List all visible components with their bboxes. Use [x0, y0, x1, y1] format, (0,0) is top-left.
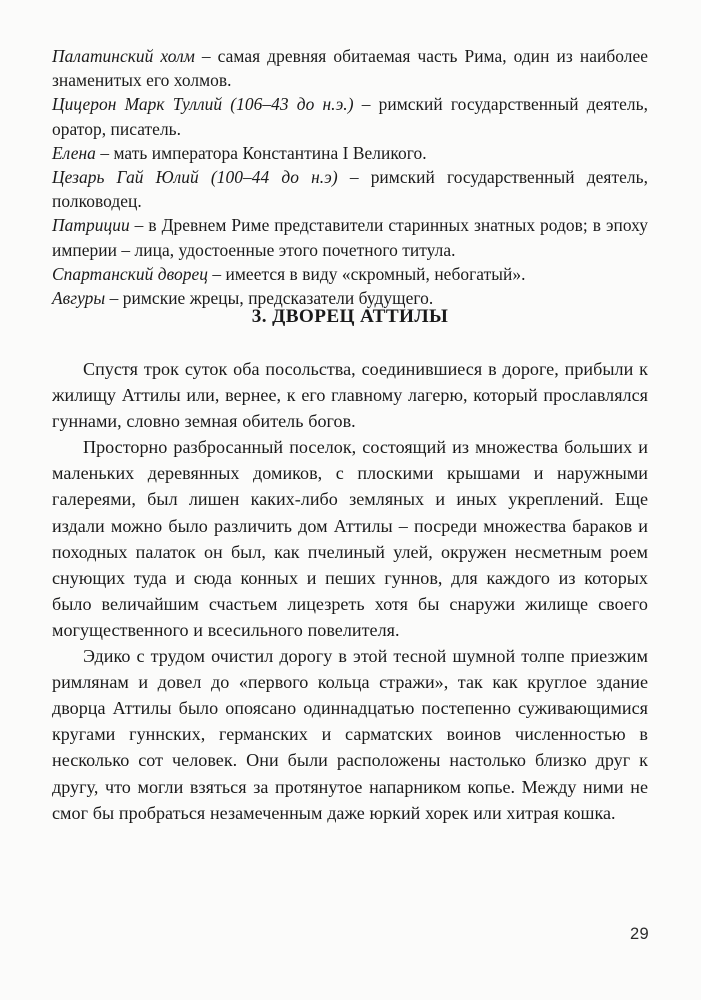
- glossary-definition: – римский государственный деятель, оратор, писатель.: [52, 94, 648, 139]
- glossary-definition: – в Древнем Риме представители старинных знатных родов; в эпоху империи – лица, удостоенные этого почетного титула.: [52, 215, 648, 260]
- glossary-entry: [52, 92, 648, 140]
- glossary-term: Авгуры: [52, 288, 106, 309]
- glossary-term: Цезарь Гай Юлий (100–44 до н.э): [52, 167, 338, 188]
- glossary-definition: – самая древняя обитаемая часть Рима, один из наиболее знаменитых его холмов.: [52, 46, 648, 91]
- glossary-term: Цицерон Марк Туллий (106–43 до н.э.): [52, 94, 354, 115]
- glossary-term: Палатинский холм: [52, 46, 195, 66]
- glossary-term: Елена: [52, 142, 96, 163]
- glossary-term: Спартанский дворец: [52, 263, 208, 284]
- page-number: 29: [630, 925, 649, 943]
- glossary-definition: – имеется в виду «скромный, небогатый».: [207, 263, 526, 284]
- glossary-block: [52, 44, 648, 310]
- glossary-entry: [52, 44, 648, 92]
- paragraph: Спустя трок суток оба посольства, соединившиеся в дороге, прибыли к жилищу Аттилы или, вернее, к его главному лагерю, который прославлялся гуннами, словно земная обитель богов.: [52, 359, 648, 432]
- glossary-entry: [52, 165, 648, 213]
- glossary-definition: – римские жрецы, предсказатели будущего.: [105, 288, 434, 309]
- body-text-block: [52, 356, 648, 826]
- paragraph: Просторно разбросанный поселок, состоящий из множества больших и маленьких деревянных домиков, с плоскими крышами и наружными галереями, был лишен каких-либо земляных и иных укреплений. Еще издали можно было различить дом Аттилы – посреди множества бараков и походных палаток он был, как пчелиный улей, окружен несметным роем снующих туда и сюда конных и пеших гуннов, для каждого из которых было величайшим счастьем лицезреть хотя бы снаружи жилище своего могущественного и всесильного повелителя.: [52, 437, 648, 640]
- glossary-entry: [52, 141, 648, 165]
- glossary-definition: – римский государственный деятель, полководец.: [52, 167, 648, 212]
- paragraph: Эдико с трудом очистил дорогу в этой тесной шумной толпе приезжим римлянам и довел до «первого кольца стражи», так как круглое здание дворца Аттилы было опоясано одиннадцатью постепенно суживающимися кругами гуннских, германских и сарматских воинов численностью в несколько сот человек. Они были расположены настолько близко друг к другу, что могли взяться за протянутое напарником копье. Между ними не смог бы пробраться незамеченным даже юркий хорек или хитрая кошка.: [52, 646, 648, 823]
- glossary-entry: [52, 213, 648, 261]
- glossary-definition: – мать императора Константина I Великого.: [95, 142, 427, 163]
- glossary-term: Патриции: [52, 215, 130, 236]
- section-heading: 3. ДВОРЕЦ АТТИЛЫ: [251, 306, 449, 327]
- glossary-entry: [52, 262, 648, 286]
